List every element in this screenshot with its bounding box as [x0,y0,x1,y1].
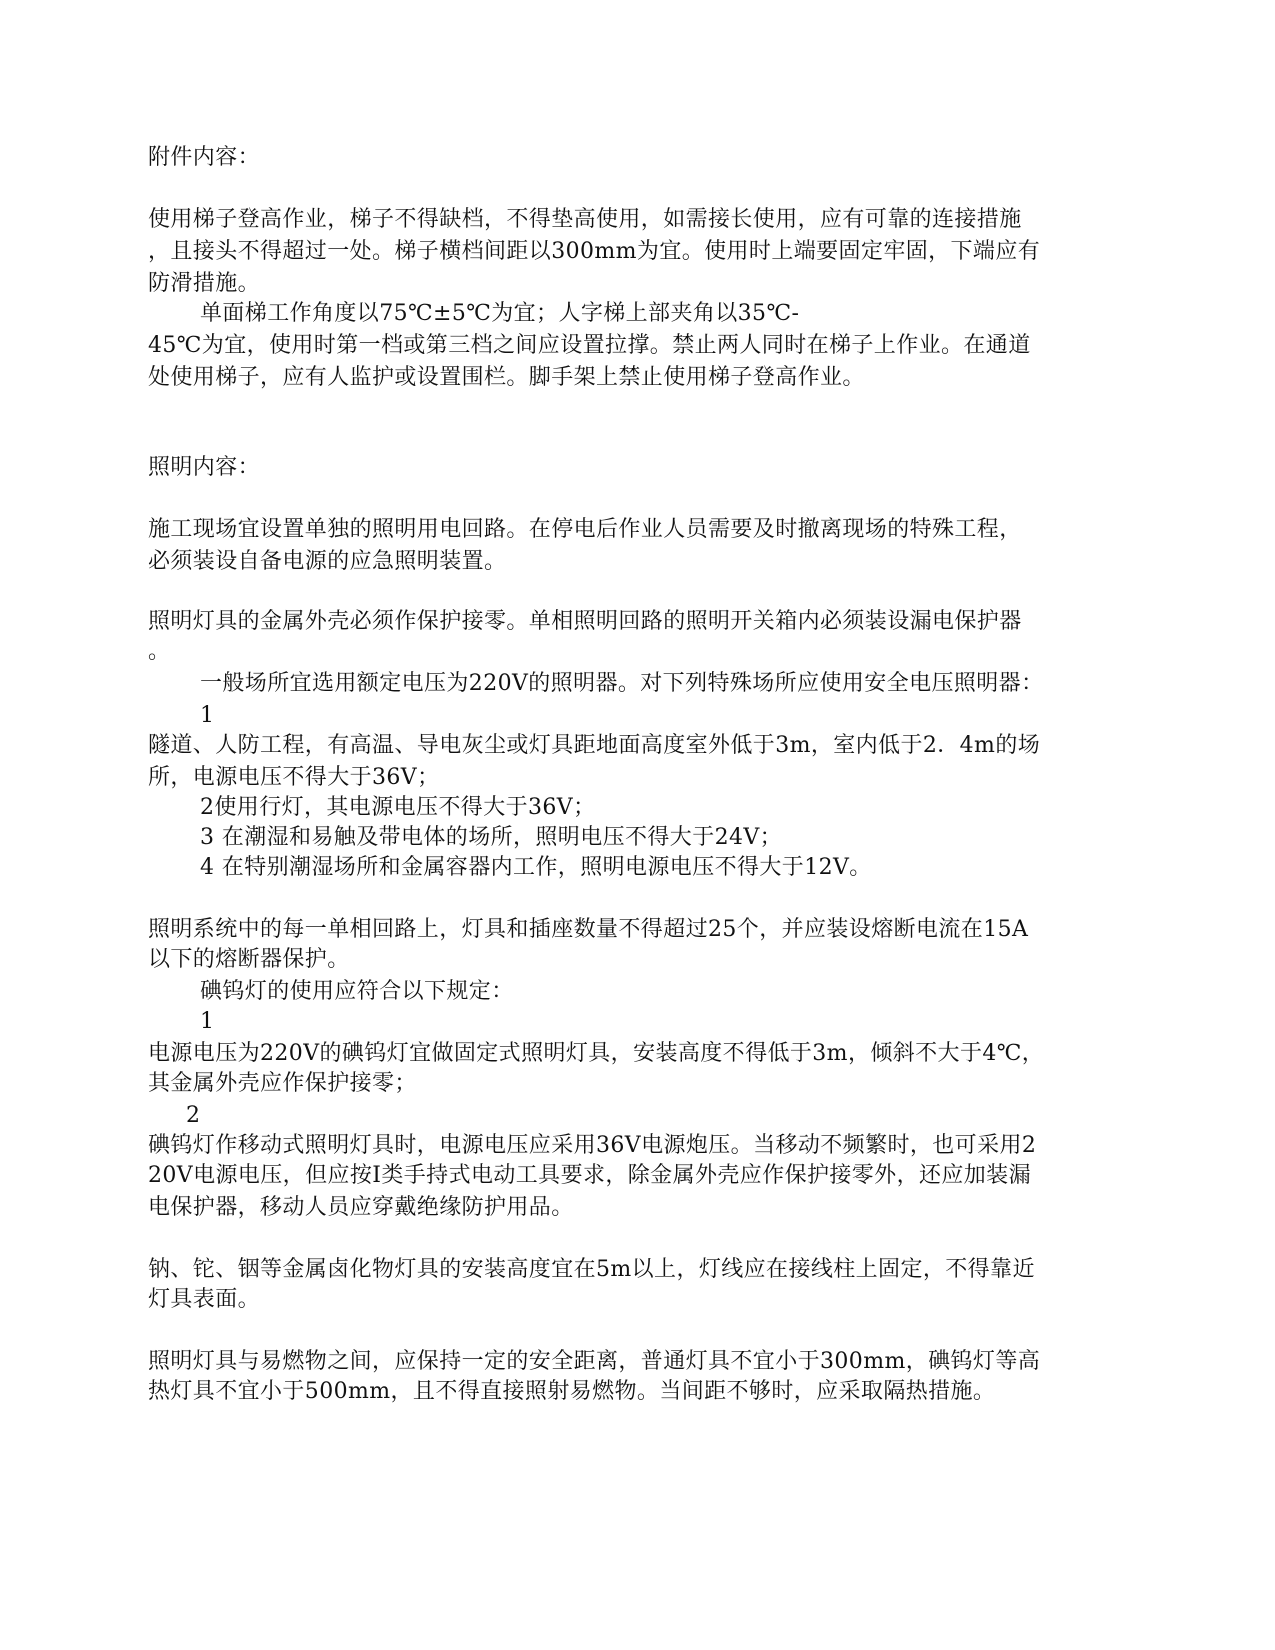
rule-2-line: 电保护器，移动人员应穿戴绝缘防护用品。 [148,1195,574,1220]
item-4: 4 在特别潮湿场所和金属容器内工作，照明电源电压不得大于12V。 [200,855,872,880]
grounding-line: 照明灯具的金属外壳必须作保护接零。单相照明回路的照明开关箱内必须装设漏电保护器 [148,609,1022,634]
iodine-lamp-intro: 碘钨灯的使用应符合以下规定： [200,979,514,1004]
rule-2-line: 20V电源电压，但应按I类手持式电动工具要求，除金属外壳应作保护接零外，还应加装漏 [148,1163,1031,1188]
ladder-para-line: 使用梯子登高作业，梯子不得缺档，不得垫高使用，如需接长使用，应有可靠的连接措施 [148,207,1022,232]
rule-number: 2 [186,1103,201,1128]
ladder-angle-line: 单面梯工作角度以75℃±5℃为宜；人字梯上部夹角以35℃- [200,301,800,326]
rule-1-line: 其金属外壳应作保护接零； [148,1071,417,1096]
circuit-fuse-line: 以下的熔断器保护。 [148,947,350,972]
safety-distance-line: 照明灯具与易燃物之间，应保持一定的安全距离，普通灯具不宜小于300mm，碘钨灯等高 [148,1349,1041,1374]
lighting-heading: 照明内容： [148,455,261,480]
item-number: 1 [200,703,215,728]
lighting-circuit-line: 必须装设自备电源的应急照明装置。 [148,549,507,574]
item-1-line: 隧道、人防工程，有高温、导电灰尘或灯具距地面高度室外低于3m，室内低于2．4m的场 [148,733,1041,758]
ladder-angle-line: 处使用梯子，应有人监护或设置围栏。脚手架上禁止使用梯子登高作业。 [148,365,865,390]
ladder-para-line: ，且接头不得超过一处。梯子横档间距以300mm为宜。使用时上端要固定牢固，下端应有 [148,239,1041,264]
ladder-angle-line: 45℃为宜，使用时第一档或第三档之间应设置拉撑。禁止两人同时在梯子上作业。在通道 [148,333,1031,358]
rule-1-line: 电源电压为220V的碘钨灯宜做固定式照明灯具，安装高度不得低于3m，倾斜不大于4℃， [148,1041,1045,1066]
rule-2-line: 碘钨灯作移动式照明灯具时，电源电压应采用36V电源炮压。当移动不频繁时，也可采用2 [148,1133,1037,1158]
item-2: 2使用行灯，其电源电压不得大于36V； [200,795,596,820]
item-1-line: 所，电源电压不得大于36V； [148,765,440,790]
rule-number: 1 [200,1009,215,1034]
attachment-heading: 附件内容： [148,145,261,170]
ladder-para-line: 防滑措施。 [148,271,261,296]
lighting-circuit-line: 施工现场宜设置单独的照明用电回路。在停电后作业人员需要及时撤离现场的特殊工程， [148,517,1022,542]
metal-halide-line: 灯具表面。 [148,1287,261,1312]
item-3: 3 在潮湿和易触及带电体的场所，照明电压不得大于24V； [200,825,783,850]
circuit-fuse-line: 照明系统中的每一单相回路上，灯具和插座数量不得超过25个，并应装设熔断电流在15A [148,917,1029,942]
grounding-line: 。 [148,639,171,664]
safety-distance-line: 热灯具不宜小于500mm，且不得直接照射易燃物。当间距不够时，应采取隔热措施。 [148,1379,996,1404]
voltage-intro: 一般场所宜选用额定电压为220V的照明器。对下列特殊场所应使用安全电压照明器： [200,671,1044,696]
metal-halide-line: 钠、铊、铟等金属卤化物灯具的安装高度宜在5m以上，灯线应在接线柱上固定，不得靠近 [148,1257,1035,1282]
